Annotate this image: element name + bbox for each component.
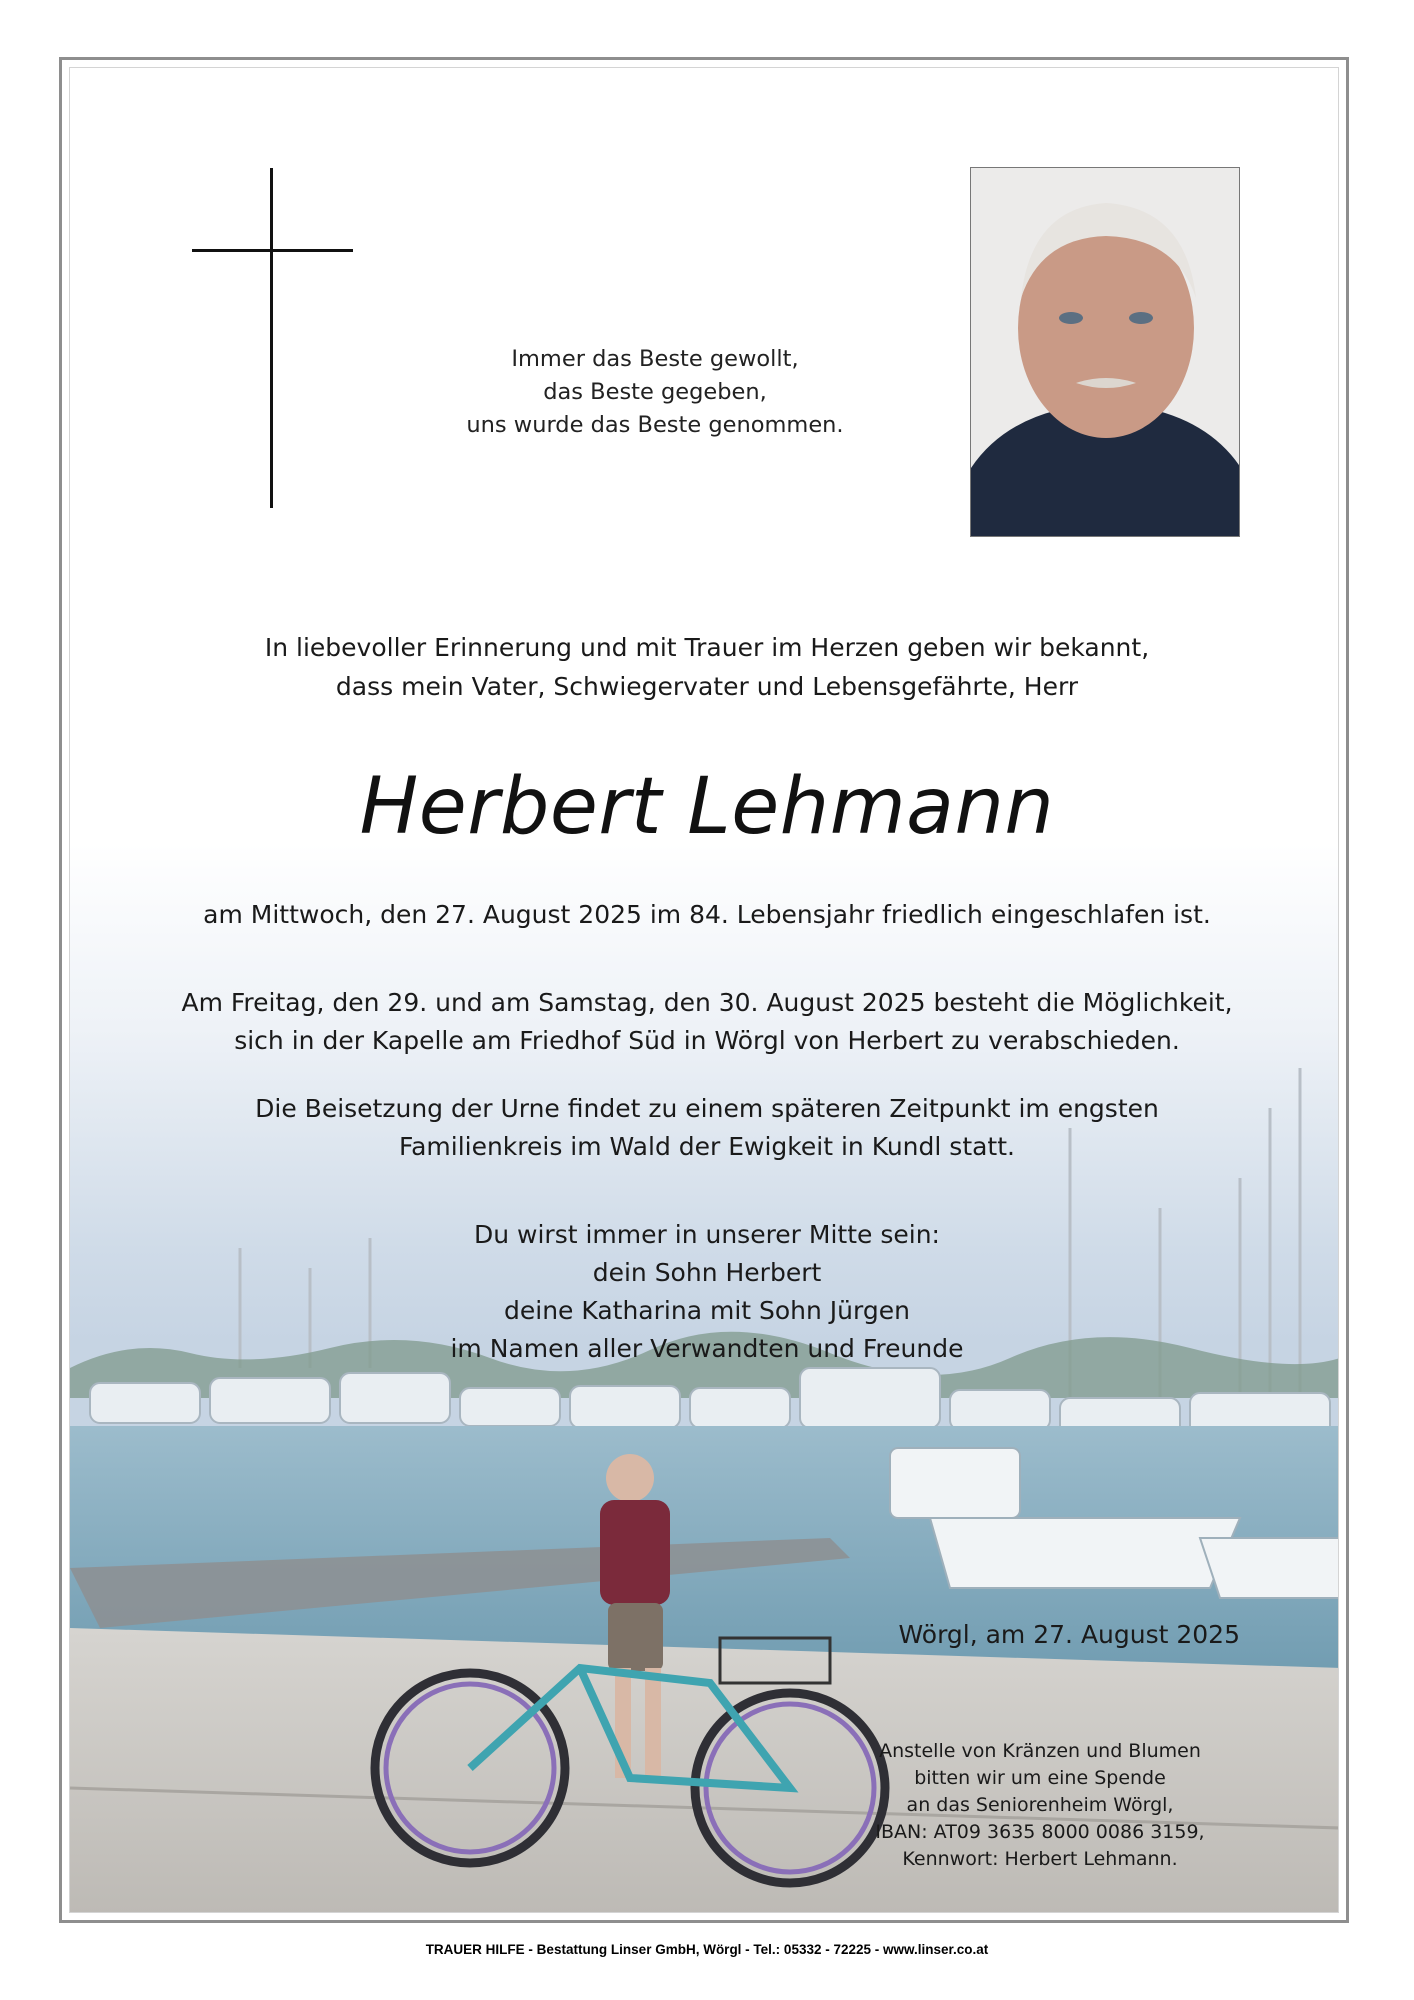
burial-information [0, 1090, 1414, 1166]
mourners-line: deine Katharina mit Sohn Jürgen [504, 1296, 910, 1325]
mourners-line: im Namen aller Verwandten und Freunde [450, 1334, 964, 1363]
mourners-line: Du wirst immer in unserer Mitte sein: [474, 1220, 940, 1249]
motto-verse [385, 343, 925, 442]
cross-vertical-bar [270, 168, 273, 508]
announcement-intro [0, 628, 1414, 706]
mourners-list [0, 1216, 1414, 1368]
intro-line: In liebevoller Erinnerung und mit Trauer im Herzen geben wir bekannt, [264, 633, 1150, 662]
donation-line: Kennwort: Herbert Lehmann. [902, 1848, 1178, 1870]
farewell-line: Am Freitag, den 29. und am Samstag, den 30. August 2025 besteht die Möglichkeit, [181, 988, 1233, 1017]
burial-line: Die Beisetzung der Urne findet zu einem späteren Zeitpunkt im engsten [255, 1094, 1159, 1123]
motto-line: das Beste gegeben, [543, 379, 767, 405]
deceased-portrait-photo [970, 167, 1240, 537]
donation-line: Anstelle von Kränzen und Blumen [879, 1740, 1201, 1762]
farewell-line: sich in der Kapelle am Friedhof Süd in Wörgl von Herbert zu verabschieden. [234, 1026, 1180, 1055]
motto-line: Immer das Beste gewollt, [511, 346, 799, 372]
farewell-information [0, 984, 1414, 1060]
burial-line: Familienkreis im Wald der Ewigkeit in Kundl statt. [398, 1132, 1015, 1161]
deceased-name: Herbert Lehmann [359, 762, 1055, 852]
cross-horizontal-bar [192, 249, 353, 252]
mourners-line: dein Sohn Herbert [592, 1258, 822, 1287]
intro-line: dass mein Vater, Schwiegervater und Lebensgefährte, Herr [335, 672, 1079, 701]
motto-line: uns wurde das Beste genommen. [466, 412, 844, 438]
place-and-date: Wörgl, am 27. August 2025 [898, 1620, 1240, 1649]
donation-line: bitten wir um eine Spende [914, 1767, 1166, 1789]
death-notice: am Mittwoch, den 27. August 2025 im 84. Lebensjahr friedlich eingeschlafen ist. [203, 900, 1211, 929]
funeral-home-footer: TRAUER HILFE - Bestattung Linser GmbH, Wörgl - Tel.: 05332 - 72225 - www.linser.co.at [425, 1942, 989, 1957]
donation-line: IBAN: AT09 3635 8000 0086 3159, [875, 1821, 1205, 1843]
donation-line: an das Seniorenheim Wörgl, [906, 1794, 1174, 1816]
donation-request [840, 1738, 1240, 1873]
